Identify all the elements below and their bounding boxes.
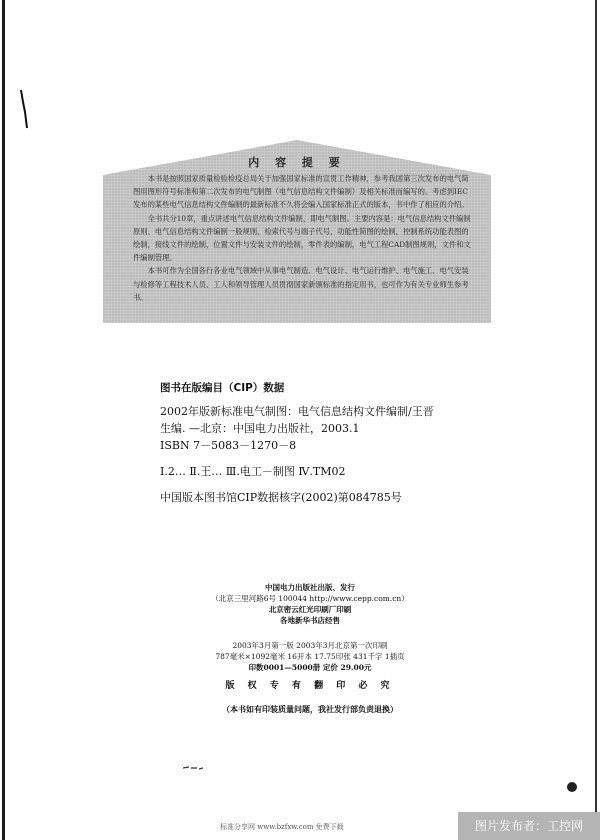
- watermark-footer-right: 图片发布者：工控网: [458, 812, 600, 840]
- abstract-paragraph: 本书可作为全国各行各业电气领域中从事电气制造、电气设计、电气运行维护、电气施工、电气安装与检修等工程技术人员、工人和领导管理人员贯彻国家新颁标准的指定用书，也可作为有关专业师生参考书。: [133, 266, 469, 302]
- edition: 2003年3月第一版 2003年3月北京第一次印刷: [232, 641, 388, 650]
- publisher: 中国电力出版社出版、发行: [265, 583, 355, 592]
- imprint-block: [150, 582, 470, 715]
- cip-heading: 图书在版编目（CIP）数据: [160, 382, 285, 394]
- cip-title-line: 2002年版新标准电气制图：电气信息结构文件编制/王晋: [160, 405, 434, 418]
- watermark-footer-left: 标准分享网 www.bzfxw.com 免费下载: [220, 823, 344, 831]
- abstract-title: 内 容 提 要: [248, 156, 346, 169]
- printer: 北京密云红光印刷厂印刷: [268, 605, 352, 614]
- scan-edge-right: [595, 0, 597, 840]
- abstract-panel: [103, 140, 491, 323]
- abstract-paragraph: 本书是按照国家质量检验检疫总局关于加强国家标准的宣贯工作精神，参考我国第三次发布的电气简图用图形符号标准和第二次发布的电气制图（电气信息结构文件编制）及相关标准而编写的。考虑到IEC发布的某些电气信息结构文件编制的最新标准不久将会编入国家标准正式的版本，书中作了相应的介绍。: [133, 174, 469, 210]
- scan-smudge: [565, 780, 579, 794]
- isbn: ISBN 7－5083－1270－8: [160, 439, 297, 452]
- quality-notice: （本书如有印装质量问题，我社发行部负责退换）: [222, 704, 398, 714]
- print-run: 印数0001—5000册 定价 29.00元: [248, 663, 372, 672]
- classification: Ⅰ.2… Ⅱ.王… Ⅲ.电工－制图 Ⅳ.TM02: [160, 465, 346, 478]
- cip-record: 中国版本图书馆CIP数据核字(2002)第084785号: [160, 491, 402, 504]
- format: 787毫米×1092毫米 16开本 17.75印张 431千字 1插页: [215, 652, 405, 661]
- scan-smudge: [20, 90, 28, 130]
- scan-mark: [183, 764, 203, 772]
- cip-title-line: 生编. —北京：中国电力出版社，2003.1: [160, 422, 360, 435]
- copyright: 版 权 专 有 翻 印 必 究: [225, 681, 395, 691]
- cip-block: [160, 380, 480, 507]
- distributor: 各地新华书店经售: [280, 616, 340, 625]
- abstract-paragraph: 全书共分10章，重点讲述电气信息结构文件编制，即电气制图。主要内容是：电气信息结构文件编制原则、电气信息结构文件编制一般规则，检索代号与端子代号，功能性简图的绘制，控制系统功能表图的绘制，接线文件的绘制，位置文件与安装文件的绘制，零件表的编制，电气工程CAD制图规则，文件和文件编制管理。: [133, 213, 471, 263]
- address: （北京三里河路6号 100044 http://www.cepp.com.cn）: [211, 594, 409, 603]
- scan-edge-left: [2, 0, 5, 840]
- abstract-body: [133, 172, 473, 304]
